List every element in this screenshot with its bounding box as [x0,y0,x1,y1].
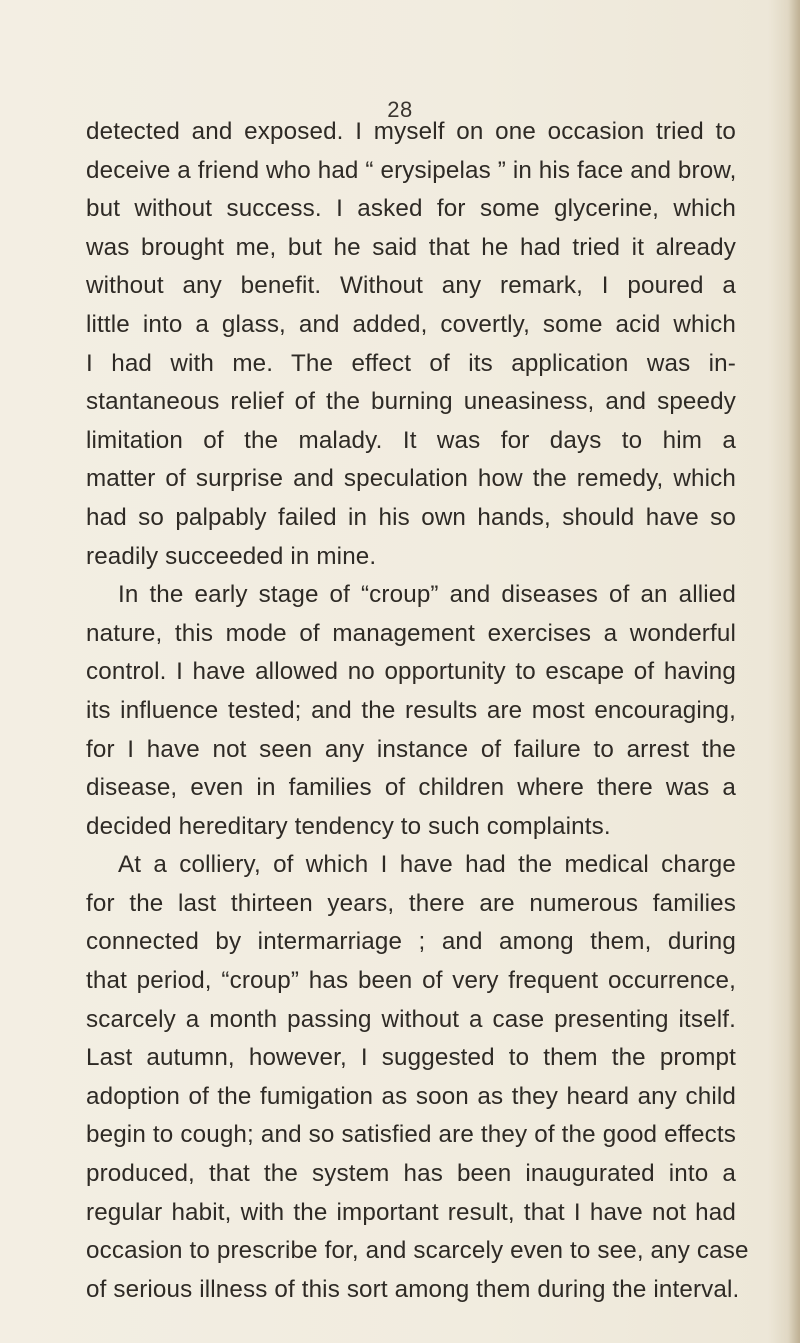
text-line: for I have not seen any instance of failure to arrest the [86,735,736,763]
text-line: for the last thirteen years, there are numerous families [86,889,736,917]
text-line: connected by intermarriage ; and among them, during [86,928,736,956]
text-line: but without success. I asked for some glycerine, which [86,195,736,223]
text-line: had so palpably failed in his own hands, should have so [86,503,736,531]
text-line: decided hereditary tendency to such complaints. [86,812,611,840]
text-line: matter of surprise and speculation how the remedy, which [86,465,736,493]
text-line: control. I have allowed no opportunity to escape of having [86,658,736,686]
text-line: regular habit, with the important result, that I have not had [86,1198,736,1226]
text-line: disease, even in families of children where there was a [86,774,736,802]
text-line: readily succeeded in mine. [86,542,377,570]
text-line: of serious illness of this sort among them during the interval. [86,1275,740,1303]
text-line: that period, “croup” has been of very frequent occurrence, [86,967,736,995]
text-line: scarcely a month passing without a case presenting itself. [86,1005,736,1033]
text-line: I had with me. The effect of its application was in- [86,349,736,377]
text-line: without any benefit. Without any remark, I poured a [86,272,736,300]
body-text [86,113,749,1309]
paragraph-3 [86,846,749,1309]
paragraph-2 [86,576,736,846]
text-line: In the early stage of “croup” and diseases of an allied [118,581,736,609]
text-line: was brought me, but he said that he had tried it already [86,233,736,261]
text-line: occasion to prescribe for, and scarcely even to see, any case [86,1237,749,1265]
text-line: begin to cough; and so satisfied are they of the good effects [86,1121,736,1149]
text-line: stantaneous relief of the burning uneasiness, and speedy [86,388,736,416]
text-line: produced, that the system has been inaugurated into a [86,1160,736,1188]
paragraph-1 [86,113,736,576]
text-line: little into a glass, and added, covertly, some acid which [86,310,736,338]
page-edge-shadow [788,0,800,1343]
text-line: At a colliery, of which I have had the medical charge [118,851,736,879]
text-line: Last autumn, however, I suggested to them the prompt [86,1044,736,1072]
text-line: limitation of the malady. It was for days to him a [86,426,736,454]
text-line: its influence tested; and the results are most encouraging, [86,696,736,724]
text-line: detected and exposed. I myself on one occasion tried to [86,118,736,145]
text-line: nature, this mode of management exercises a wonderful [86,619,736,647]
page-number: 28 [387,97,413,122]
text-line: adoption of the fumigation as soon as they heard any child [86,1082,736,1110]
text-line: deceive a friend who had “ erysipelas ” in his face and brow, [86,156,737,184]
